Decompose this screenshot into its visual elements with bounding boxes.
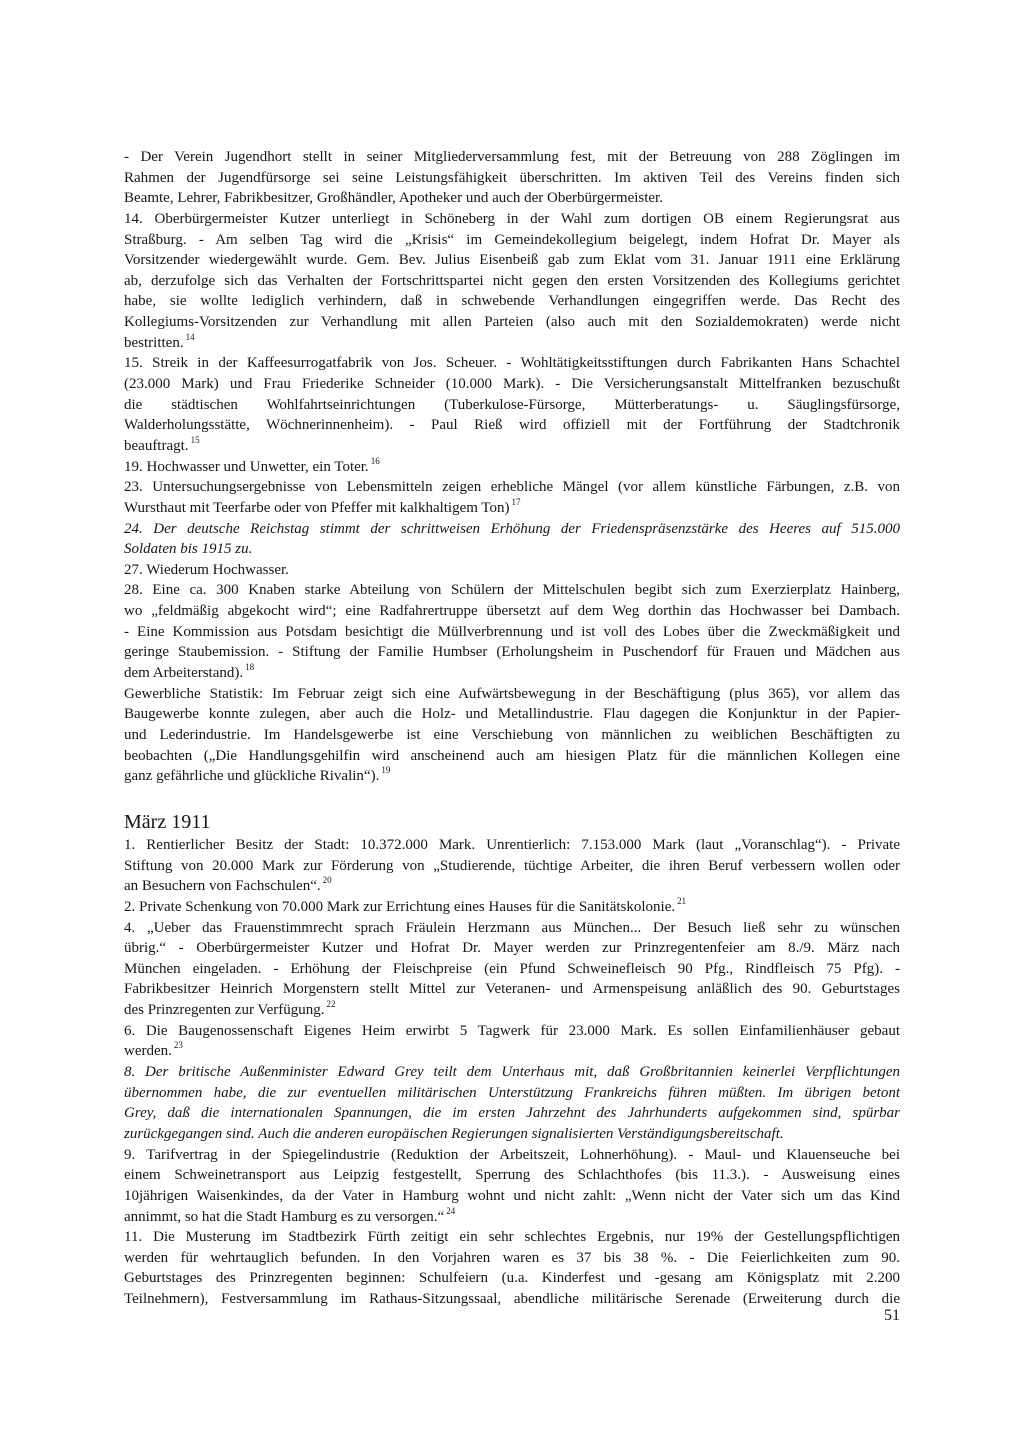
text-line xyxy=(124,1103,900,1124)
text-line xyxy=(124,1227,900,1248)
text-line xyxy=(124,457,900,478)
text-line xyxy=(124,1145,900,1166)
line-text: an Besuchern von Fachschulen“. xyxy=(124,878,321,895)
february-entries xyxy=(124,147,900,787)
text-line xyxy=(124,725,900,746)
text-line xyxy=(124,1289,900,1310)
line-text: des Prinzregenten zur Verfügung. xyxy=(124,1002,325,1019)
text-line xyxy=(124,856,900,877)
line-text: werden. xyxy=(124,1043,172,1060)
entry-paragraph xyxy=(124,457,900,478)
entry-paragraph xyxy=(124,209,900,353)
text-line xyxy=(124,1248,900,1269)
text-line xyxy=(124,395,900,416)
line-text: die städtischen Wohlfahrtseinrichtungen (Tuberkulose-Fürsorge, Mütterberatungs- u. Säuglingsfürsorge, xyxy=(124,396,900,413)
line-text: Soldaten bis 1915 zu. xyxy=(124,541,253,558)
line-text: zurückgegangen sind. Auch die anderen europäischen Regierungen signalisierten Verständigungsbereitschaft. xyxy=(124,1125,784,1142)
footnote-reference: 14 xyxy=(185,331,195,342)
line-text: bestritten. xyxy=(124,334,184,351)
text-line xyxy=(124,519,900,540)
footnote-reference: 17 xyxy=(511,496,521,507)
line-text: beauftragt. xyxy=(124,437,189,454)
text-line xyxy=(124,1021,900,1042)
text-line xyxy=(124,415,900,436)
section-heading-maerz-1911: März 1911 xyxy=(124,811,211,833)
text-line xyxy=(124,622,900,643)
entry-paragraph xyxy=(124,1062,900,1145)
entry-paragraph xyxy=(124,1145,900,1228)
line-text: - Der Verein Jugendhort stellt in seiner Mitgliederversammlung fest, mit der Betreuung von 288 Zöglingen im xyxy=(124,149,900,165)
footnote-reference: 24 xyxy=(446,1205,456,1216)
line-text: - Eine Kommission aus Potsdam besichtigt die Müllverbrennung und ist voll des Lobes über die Zweckmäßigkeit und xyxy=(124,623,900,640)
entry-paragraph xyxy=(124,1021,900,1062)
footnote-reference: 23 xyxy=(173,1040,183,1051)
line-text: annimmt, so hat die Stadt Hamburg es zu versorgen.“ xyxy=(124,1208,445,1225)
march-entries xyxy=(124,835,900,1310)
line-text: (23.000 Mark) und Frau Friederike Schneider (10.000 Mark). - Die Versicherungsanstalt Mittelfranken bezuschußt xyxy=(124,376,900,393)
text-line xyxy=(124,704,900,725)
footnote-reference: 19 xyxy=(381,765,391,776)
entry-paragraph xyxy=(124,897,900,918)
footnote-reference: 20 xyxy=(322,875,332,886)
text-line xyxy=(124,1000,900,1021)
text-line xyxy=(124,1041,900,1062)
text-line xyxy=(124,876,900,897)
line-text: Fabrikbesitzer Heinrich Morgenstern stellt Mittel zur Veteranen- und Armenspeisung anläßlich des 90. Geburtstages xyxy=(124,981,900,998)
entry-paragraph xyxy=(124,835,900,897)
entry-paragraph xyxy=(124,147,900,209)
entry-paragraph xyxy=(124,477,900,518)
text-line xyxy=(124,835,900,856)
text-line xyxy=(124,1083,900,1104)
text-line xyxy=(124,333,900,354)
text-line xyxy=(124,436,900,457)
line-text: 23. Untersuchungsergebnisse von Lebensmitteln zeigen erhebliche Mängel (vor allem künstliche Färbungen, z.B. von xyxy=(124,479,900,496)
line-text: beobachten („Die Handlungsgehilfin wird anscheinend auch am hiesigen Platz für die männlichen Kollegen eine xyxy=(124,747,900,764)
text-line xyxy=(124,312,900,333)
line-text: 24. Der deutsche Reichstag stimmt der schrittweisen Erhöhung der Friedenspräsenzstärke des Heeres auf 515.000 xyxy=(124,520,900,537)
line-text: 10jährigen Waisenkindes, da der Vater in Hamburg wohnt und nicht zahlt: „Wenn nicht der Vater sich um das Kind xyxy=(124,1187,900,1204)
text-line xyxy=(124,746,900,767)
text-line xyxy=(124,1124,900,1145)
line-text: habe, sie wollte lediglich verhindern, daß in schwebende Verhandlungen eingegriffen werde. Das Recht des xyxy=(124,293,900,310)
line-text: 9. Tarifvertrag in der Spiegelindustrie (Reduktion der Arbeitszeit, Lohnerhöhung). - Maul- und Klauenseuche bei xyxy=(124,1146,900,1163)
text-line xyxy=(124,1207,900,1228)
text-line xyxy=(124,938,900,959)
line-text: ab, derzufolge sich das Verhalten der Fortschrittspartei nicht gegen den ersten Vorsitzenden des Kollegiums gerichtet xyxy=(124,272,900,289)
text-line xyxy=(124,230,900,251)
text-line xyxy=(124,209,900,230)
text-line xyxy=(124,374,900,395)
entry-paragraph xyxy=(124,353,900,456)
line-text: 11. Die Musterung im Stadtbezirk Fürth zeitigt ein sehr schlechtes Ergebnis, nur 19% der Gestellungspflichtigen xyxy=(124,1229,900,1246)
text-line xyxy=(124,560,900,581)
entry-paragraph xyxy=(124,1227,900,1310)
text-line xyxy=(124,601,900,622)
text-line xyxy=(124,1268,900,1289)
footnote-reference: 16 xyxy=(370,455,380,466)
line-text: Beamte, Lehrer, Fabrikbesitzer, Großhändler, Apotheker und auch der Oberbürgermeister. xyxy=(124,190,663,207)
entry-paragraph xyxy=(124,519,900,560)
text-line xyxy=(124,1062,900,1083)
line-text: und Lederindustrie. Im Handelsgewerbe ist eine Verschiebung von männlichen zu weiblichen Beschäftigten zu xyxy=(124,726,900,743)
line-text: dem Arbeiterstand). xyxy=(124,665,244,682)
line-text: 27. Wiederum Hochwasser. xyxy=(124,561,289,578)
line-text: übernommen habe, die zur eventuellen militärischen Unterstützung Frankreichs führen müßten. Im übrigen betont xyxy=(124,1084,900,1101)
line-text: Vorsitzender wiedergewählt wurde. Gem. Bev. Julius Eisenbeiß gab zum Eklat vom 31. Januar 1911 eine Erklärung xyxy=(124,252,900,269)
footnote-reference: 22 xyxy=(326,999,336,1010)
line-text: 15. Streik in der Kaffeesurrogatfabrik von Jos. Scheuer. - Wohltätigkeitsstiftungen durch Fabrikanten Hans Schachtel xyxy=(124,355,900,372)
text-line xyxy=(124,1186,900,1207)
footnote-reference: 21 xyxy=(677,895,687,906)
line-text: 28. Eine ca. 300 Knaben starke Abteilung von Schülern der Mittelschulen begibt sich zum Exerzierplatz Hainberg, xyxy=(124,582,900,599)
footnote-reference: 18 xyxy=(245,662,255,673)
text-line xyxy=(124,250,900,271)
text-line xyxy=(124,642,900,663)
line-text: München eingeladen. - Erhöhung der Fleischpreise (ein Pfund Schweinefleisch 90 Pfg., Rindfleisch 75 Pfg). - xyxy=(124,960,900,977)
line-text: Geburtstages des Prinzregenten beginnen: Schulfeiern (u.a. Kinderfest und -gesang am Königsplatz mit 2.200 xyxy=(124,1270,900,1287)
text-line xyxy=(124,663,900,684)
text-line xyxy=(124,1165,900,1186)
text-line xyxy=(124,897,900,918)
line-text: Gewerbliche Statistik: Im Februar zeigt sich eine Aufwärtsbewegung in der Beschäftigung (plus 365), vor allem das xyxy=(124,685,900,702)
text-line xyxy=(124,291,900,312)
footnote-reference: 15 xyxy=(190,434,200,445)
text-line xyxy=(124,766,900,787)
text-line xyxy=(124,188,900,209)
line-text: werden für wehrtauglich befunden. In den Vorjahren waren es 37 bis 38 %. - Die Feierlichkeiten zum 90. xyxy=(124,1249,900,1266)
line-text: Teilnehmern), Festversammlung im Rathaus-Sitzungssaal, abendliche militärische Serenade (Erweiterung durch die xyxy=(124,1291,900,1308)
text-line xyxy=(124,684,900,705)
line-text: 14. Oberbürgermeister Kutzer unterliegt in Schöneberg in der Wahl zum dortigen OB einem Regierungsrat aus xyxy=(124,210,900,227)
line-text: 1. Rentierlicher Besitz der Stadt: 10.372.000 Mark. Unrentierlich: 7.153.000 Mark (laut „Voranschlag“). - Private xyxy=(124,837,900,853)
line-text: Stiftung von 20.000 Mark zur Förderung von „Studierende, tüchtige Arbeiter, die ihren Beruf verbessern wollen oder xyxy=(124,857,900,874)
line-text: Rahmen der Jugendfürsorge sei seine Leistungsfähigkeit überschritten. Im aktiven Teil des Vereins finden sich xyxy=(124,169,900,186)
entry-paragraph xyxy=(124,580,900,683)
text-line xyxy=(124,168,900,189)
line-text: Grey, daß die internationalen Spannungen, die im ersten Jahrzehnt des Jahrhunderts aufgekommen sind, spürbar xyxy=(124,1105,900,1122)
line-text: übrig.“ - Oberbürgermeister Kutzer und Hofrat Dr. Mayer werden zur Prinzregentenfeier am 8./9. März nach xyxy=(124,940,900,957)
line-text: 8. Der britische Außenminister Edward Grey teilt dem Unterhaus mit, daß Großbritannien keinerlei Verpflichtungen xyxy=(124,1064,900,1081)
page-number: 51 xyxy=(884,1307,900,1324)
text-line xyxy=(124,353,900,374)
entry-paragraph xyxy=(124,560,900,581)
line-text: wo „feldmäßig abgekocht wird“; eine Radfahrertruppe übersetzt auf dem Weg dorthin das Hochwasser bei Dambach. xyxy=(124,603,900,620)
line-text: 19. Hochwasser und Unwetter, ein Toter. xyxy=(124,458,369,475)
text-line xyxy=(124,498,900,519)
line-text: Kollegiums-Vorsitzenden zur Verhandlung mit allen Parteien (also auch mit den Sozialdemokraten) werde nicht xyxy=(124,314,900,331)
line-text: einem Schweinetransport aus Leipzig festgestellt, Sperrung des Schlachthofes (bis 11.3.). - Ausweisung eines xyxy=(124,1167,900,1184)
text-line xyxy=(124,539,900,560)
line-text: Baugewerbe konnte zulegen, aber auch die Holz- und Metallindustrie. Flau dagegen die Konjunktur in der Papier- xyxy=(124,706,900,723)
text-line xyxy=(124,580,900,601)
entry-paragraph xyxy=(124,918,900,1021)
entry-paragraph xyxy=(124,684,900,787)
line-text: ganz gefährliche und glückliche Rivalin“). xyxy=(124,768,380,785)
text-line xyxy=(124,959,900,980)
text-line xyxy=(124,979,900,1000)
line-text: Straßburg. - Am selben Tag wird die „Krisis“ im Gemeindekollegium beigelegt, indem Hofrat Dr. Mayer als xyxy=(124,231,900,248)
line-text: 2. Private Schenkung von 70.000 Mark zur Errichtung eines Hauses für die Sanitätskolonie. xyxy=(124,898,676,915)
line-text: 6. Die Baugenossenschaft Eigenes Heim erwirbt 5 Tagwerk für 23.000 Mark. Es sollen Einfamilienhäuser gebaut xyxy=(124,1022,900,1039)
text-line xyxy=(124,477,900,498)
line-text: Wursthaut mit Teerfarbe oder von Pfeffer mit kalkhaltigem Ton) xyxy=(124,499,510,516)
text-line xyxy=(124,147,900,168)
text-line xyxy=(124,918,900,939)
line-text: 4. „Ueber das Frauenstimmrecht sprach Fräulein Herzmann aus München... Der Besuch ließ sehr zu wünschen xyxy=(124,919,900,936)
line-text: geringe Staubemission. - Stiftung der Familie Humbser (Erholungsheim in Puschendorf für Frauen und Mädchen aus xyxy=(124,644,900,661)
text-line xyxy=(124,271,900,292)
line-text: Walderholungsstätte, Wöchnerinnenheim). - Paul Rieß wird offiziell mit der Fortführung der Stadtchronik xyxy=(124,417,900,434)
